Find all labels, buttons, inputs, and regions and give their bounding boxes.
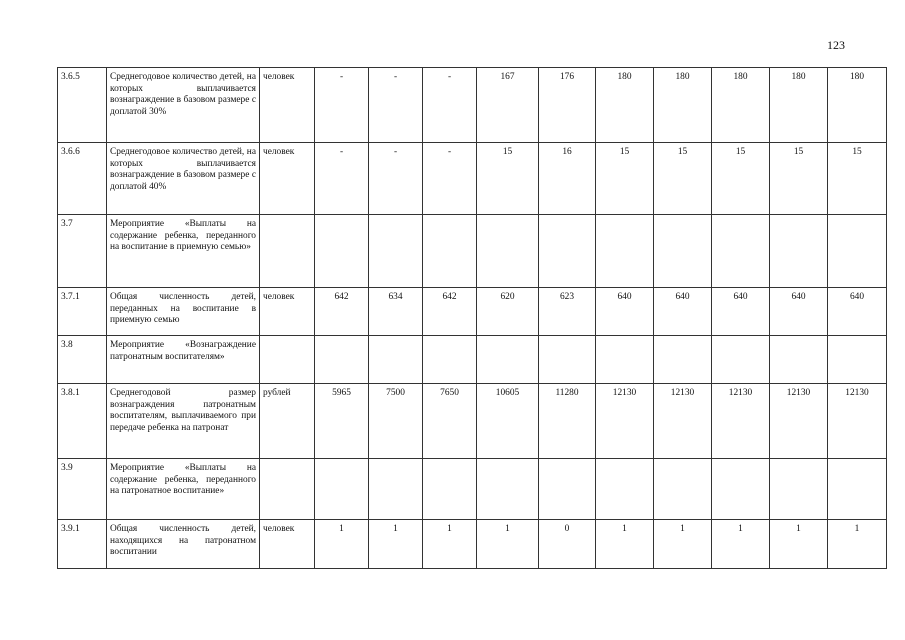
row-value: 642 [423, 288, 477, 336]
row-unit: человек [260, 68, 315, 143]
row-value [477, 215, 539, 288]
row-number: 3.8 [58, 336, 107, 384]
row-value: 634 [369, 288, 423, 336]
row-description: Мероприятие «Вознаграждение патронатным воспитателям» [107, 336, 260, 384]
row-value: 1 [770, 520, 828, 569]
row-value: 15 [596, 143, 654, 215]
row-value: 640 [596, 288, 654, 336]
table-row [58, 68, 887, 143]
row-value [596, 336, 654, 384]
row-description: Среднегодовое количество детей, на которых выплачивается вознаграждение в базовом размере с доплатой 30% [107, 68, 260, 143]
row-value: 0 [539, 520, 596, 569]
row-value [369, 336, 423, 384]
row-value: 620 [477, 288, 539, 336]
row-unit [260, 215, 315, 288]
row-value: - [369, 143, 423, 215]
row-value: 640 [770, 288, 828, 336]
row-value: 12130 [770, 384, 828, 459]
row-unit: человек [260, 520, 315, 569]
row-value: 623 [539, 288, 596, 336]
row-value: 1 [423, 520, 477, 569]
row-value: 640 [712, 288, 770, 336]
row-value [654, 459, 712, 520]
row-value: 16 [539, 143, 596, 215]
row-value: 180 [828, 68, 887, 143]
table-body [58, 68, 887, 569]
table-row [58, 520, 887, 569]
row-value [369, 215, 423, 288]
row-value: 1 [477, 520, 539, 569]
row-value [828, 336, 887, 384]
table-row [58, 384, 887, 459]
row-value: 5965 [315, 384, 369, 459]
row-value: 167 [477, 68, 539, 143]
row-value [712, 215, 770, 288]
row-value [654, 215, 712, 288]
row-value: 12130 [828, 384, 887, 459]
table-row [58, 143, 887, 215]
row-value [423, 215, 477, 288]
row-value: 7500 [369, 384, 423, 459]
row-value: 180 [654, 68, 712, 143]
row-unit: рублей [260, 384, 315, 459]
row-value [423, 459, 477, 520]
row-value: - [369, 68, 423, 143]
row-value [770, 336, 828, 384]
row-value: 640 [654, 288, 712, 336]
row-number: 3.7.1 [58, 288, 107, 336]
row-value: 15 [712, 143, 770, 215]
row-value: 180 [712, 68, 770, 143]
row-value: 180 [770, 68, 828, 143]
row-number: 3.6.5 [58, 68, 107, 143]
row-value [828, 215, 887, 288]
row-number: 3.6.6 [58, 143, 107, 215]
row-value: 15 [654, 143, 712, 215]
table-row [58, 459, 887, 520]
row-value [423, 336, 477, 384]
row-value [828, 459, 887, 520]
row-value: 642 [315, 288, 369, 336]
row-value [315, 215, 369, 288]
row-value: 1 [712, 520, 770, 569]
row-value: 11280 [539, 384, 596, 459]
row-description: Мероприятие «Выплаты на содержание ребенка, переданного на патронатное воспитание» [107, 459, 260, 520]
row-value: 10605 [477, 384, 539, 459]
row-value: 1 [654, 520, 712, 569]
row-value [539, 459, 596, 520]
row-value [477, 336, 539, 384]
row-value [596, 459, 654, 520]
row-value [770, 459, 828, 520]
row-unit: человек [260, 288, 315, 336]
row-value: 1 [315, 520, 369, 569]
row-value [369, 459, 423, 520]
row-value: 12130 [596, 384, 654, 459]
row-number: 3.9.1 [58, 520, 107, 569]
row-value: 1 [369, 520, 423, 569]
row-value: 180 [596, 68, 654, 143]
row-value: - [423, 68, 477, 143]
row-value: 1 [596, 520, 654, 569]
row-value [770, 215, 828, 288]
row-unit [260, 459, 315, 520]
row-description: Общая численность детей, переданных на воспитание в приемную семью [107, 288, 260, 336]
row-description: Среднегодовой размер вознаграждения патронатным воспитателям, выплачиваемого при передаче ребенка на патронат [107, 384, 260, 459]
row-value [596, 215, 654, 288]
row-value: 7650 [423, 384, 477, 459]
row-value [712, 336, 770, 384]
row-value [477, 459, 539, 520]
row-value [539, 336, 596, 384]
row-value: - [315, 143, 369, 215]
row-value: 640 [828, 288, 887, 336]
row-number: 3.9 [58, 459, 107, 520]
row-value [315, 459, 369, 520]
indicators-table [57, 67, 887, 569]
table-row [58, 215, 887, 288]
row-value [539, 215, 596, 288]
row-description: Среднегодовое количество детей, на которых выплачивается вознаграждение в базовом размере с доплатой 40% [107, 143, 260, 215]
row-value: 12130 [712, 384, 770, 459]
row-value [712, 459, 770, 520]
table-row [58, 288, 887, 336]
row-description: Общая численность детей, находящихся на патронатном воспитании [107, 520, 260, 569]
row-value [654, 336, 712, 384]
row-value: 1 [828, 520, 887, 569]
row-value: 15 [477, 143, 539, 215]
row-value: 176 [539, 68, 596, 143]
row-number: 3.7 [58, 215, 107, 288]
row-value: - [423, 143, 477, 215]
row-unit: человек [260, 143, 315, 215]
row-value [315, 336, 369, 384]
row-number: 3.8.1 [58, 384, 107, 459]
row-value: 15 [770, 143, 828, 215]
page-number: 123 [827, 38, 845, 52]
row-value: - [315, 68, 369, 143]
row-unit [260, 336, 315, 384]
table-row [58, 336, 887, 384]
row-value: 15 [828, 143, 887, 215]
row-description: Мероприятие «Выплаты на содержание ребенка, переданного на воспитание в приемную семью» [107, 215, 260, 288]
row-value: 12130 [654, 384, 712, 459]
